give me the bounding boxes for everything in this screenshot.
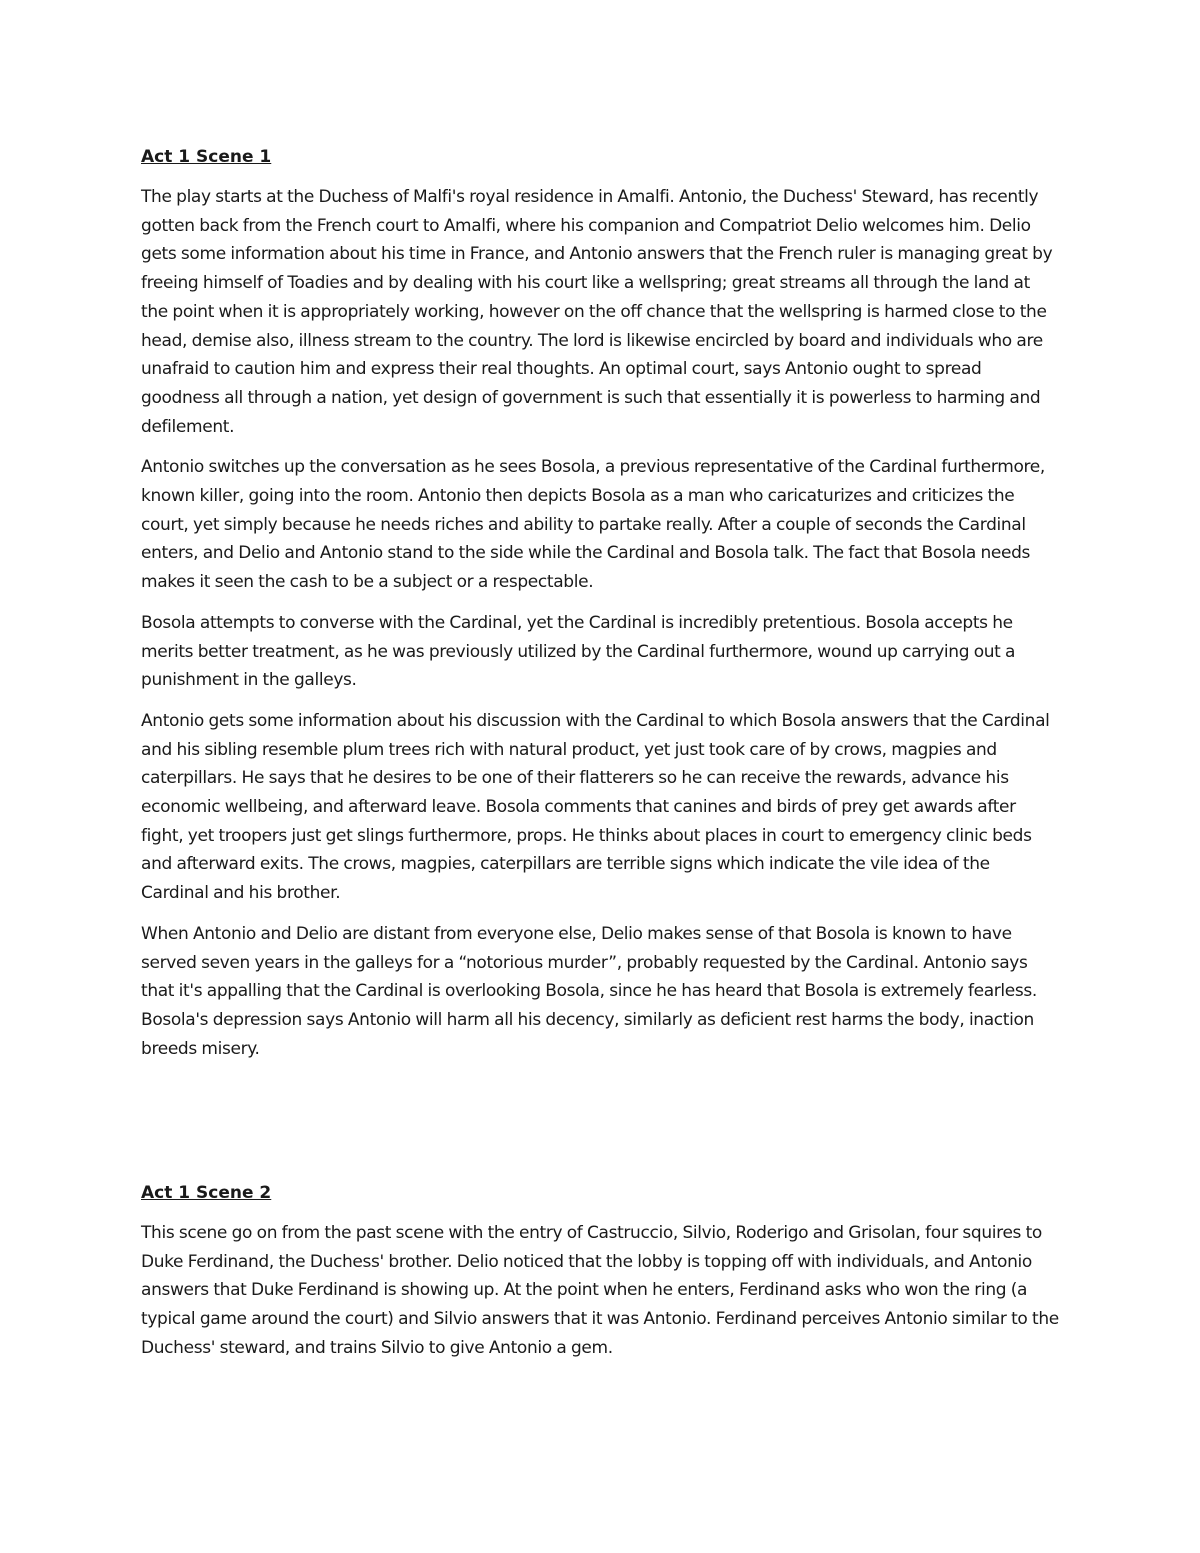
paragraph: This scene go on from the past scene with the entry of Castruccio, Silvio, Roderigo and Grisolan, four squires to Duke Ferdinand, the Duchess' brother. Delio noticed that the lobby is topping off with individuals, and Antonio answers that Duke Ferdinand is showing up. At the point when he enters, Ferdinand asks who won the ring (a typical game around the court) and Silvio answers that it was Antonio. Ferdinand perceives Antonio similar to the Duchess' steward, and trains Silvio to give Antonio a gem. — [141, 1223, 1059, 1358]
paragraph: Bosola attempts to converse with the Cardinal, yet the Cardinal is incredibly pretentious. Bosola accepts he merits better treatment, as he was previously utilized by the Cardinal furthermore, wound up carrying out a punishment in the galleys. — [141, 612, 1016, 691]
paragraph: Antonio switches up the conversation as he sees Bosola, a previous representative of the Cardinal furthermore, known killer, going into the room. Antonio then depicts Bosola as a man who caricaturizes and criticizes the court, yet simply because he needs riches and ability to partake really. After a couple of seconds the Cardinal enters, and Delio and Antonio stand to the side while the Cardinal and Bosola talk. The fact that Bosola needs makes it seen the cash to be a subject or a respectable. — [141, 457, 1045, 593]
section-act1-scene1 — [141, 143, 1061, 1075]
paragraph: Antonio gets some information about his discussion with the Cardinal to which Bosola answers that the Cardinal and his sibling resemble plum trees rich with natural product, yet just took care of by crows, magpies and caterpillars. He says that he desires to be one of their flatterers so he can receive the rewards, advance his economic wellbeing, and afterward leave. Bosola comments that canines and birds of prey get awards after fight, yet troopers just get slings furthermore, props. He thinks about places in court to emergency clinic beds and afterward exits. The crows, magpies, caterpillars are terrible signs which indicate the vile idea of the Cardinal and his brother. — [141, 710, 1050, 904]
section-heading: Act 1 Scene 1 — [141, 147, 272, 167]
paragraph: When Antonio and Delio are distant from everyone else, Delio makes sense of that Bosola is known to have served seven years in the galleys for a “notorious murder”, probably requested by the Cardinal. Antonio says that it's appalling that the Cardinal is overlooking Bosola, since he has heard that Bosola is extremely fearless. Bosola's depression says Antonio will harm all his decency, similarly as deficient rest harms the body, inaction breeds misery. — [141, 923, 1037, 1059]
section-act1-scene2 — [141, 1179, 1061, 1375]
paragraph: The play starts at the Duchess of Malfi's royal residence in Amalfi. Antonio, the Duchess' Steward, has recently gotten back from the French court to Amalfi, where his companion and Compatriot Delio welcomes him. Delio gets some information about his time in France, and Antonio answers that the French ruler is managing great by freeing himself of Toadies and by dealing with his court like a wellspring; great streams all through the land at the point when it is appropriately working, however on the off chance that the wellspring is harmed close to the head, demise also, illness stream to the country. The lord is likewise encircled by board and individuals who are unafraid to caution him and express their real thoughts. An optimal court, says Antonio ought to spread goodness all through a nation, yet design of government is such that essentially it is powerless to harming and defilement. — [141, 187, 1053, 437]
section-heading: Act 1 Scene 2 — [141, 1183, 272, 1203]
